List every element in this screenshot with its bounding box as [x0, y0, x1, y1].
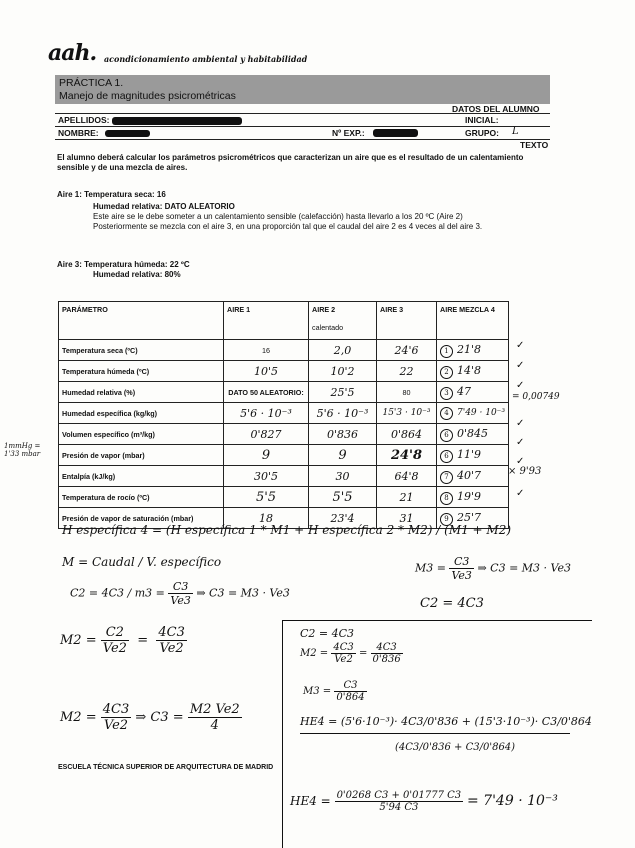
eq6-num2: 4C3	[158, 625, 185, 640]
eq3-num: C3	[168, 580, 192, 594]
cell-air3: 64'8	[377, 466, 437, 487]
side-note: 1mmHg = 1'33 mbar	[4, 442, 41, 458]
statement-intro: El alumno deberá calcular los parámetros psicrométricos que caracterizan un aire que es el resultado de un calentamiento sensible y de una mezcla de aires.	[57, 153, 524, 172]
check-mark: = 0,00749	[512, 392, 560, 402]
eq3-left: C2 = 4C3 / m3 =	[70, 586, 165, 600]
box-line4-den: (4C3/0'836 + C3/0'864)	[395, 742, 516, 753]
surname-label: APELLIDOS:	[58, 115, 110, 125]
eq6-fraction2	[156, 625, 187, 656]
calc-box-top	[282, 620, 592, 621]
air1-line1: Este aire se le debe someter a un calentamiento sensible (calefacción) hasta llevarlo a los 20 ºC (Aire 2)	[93, 212, 463, 221]
divider	[55, 126, 550, 127]
cell-air2: 2,0	[309, 340, 377, 361]
eq3-fraction	[168, 580, 192, 607]
eq3-den: Ve3	[170, 594, 191, 607]
row-number: 6	[440, 429, 453, 442]
cell-air1: 16	[224, 340, 309, 361]
initial-label: INICIAL:	[465, 115, 499, 125]
cell-air3: 80	[377, 382, 437, 403]
box-l2-num1: 4C3	[333, 642, 354, 653]
divider	[55, 113, 550, 114]
cell-param: Presión de vapor de saturación (mbar)	[59, 508, 224, 529]
cell-param: Temperatura húmeda (ºC)	[59, 361, 224, 382]
he4-label: HE4 =	[290, 794, 331, 808]
psychrometric-table	[58, 301, 509, 529]
cell-air2: 0'836	[309, 424, 377, 445]
cell-param: Humedad específica (kg/kg)	[59, 403, 224, 424]
cell-air3: 21	[377, 487, 437, 508]
box-l2-den1: Ve2	[334, 654, 353, 665]
cell-param: Temperatura seca (ºC)	[59, 340, 224, 361]
header-air3: AIRE 3	[377, 302, 437, 340]
eq7-right-fraction	[188, 702, 242, 733]
eq7-num: 4C3	[102, 702, 130, 717]
cell-air4-value: 19'9	[457, 489, 482, 503]
cell-air4-value: 40'7	[457, 468, 482, 482]
box-l5-result: = 7'49 · 10⁻³	[467, 793, 558, 809]
air1-humidity: Humedad relativa: DATO ALEATORIO	[93, 202, 235, 211]
cell-air2: 9	[309, 445, 377, 466]
cell-air4-value: 47	[457, 384, 471, 398]
table-row	[59, 382, 509, 403]
box-l2-den2: 0'836	[372, 654, 401, 665]
cell-air4	[437, 361, 509, 382]
row-number: 9	[440, 513, 453, 526]
eq6-num1: C2	[101, 625, 129, 641]
cell-air1: 9	[224, 445, 309, 466]
note-eq1: H específica 4 = (H específica 1 * M1 + H específica 2 * M2) / (M1 + M2)	[62, 523, 512, 537]
box-l2-left: M2 =	[300, 648, 329, 659]
cell-air4-value: 25'7	[457, 510, 482, 524]
air1-title: Aire 1: Temperatura seca: 16	[57, 190, 166, 199]
row-number: 3	[440, 387, 453, 400]
check-mark: ✓	[516, 488, 525, 499]
header-param: PARÁMETRO	[59, 302, 224, 340]
air3-humidity: Humedad relativa: 80%	[93, 270, 181, 279]
note-eq4	[415, 555, 571, 582]
logo-subtitle: acondicionamiento ambiental y habitabilidad	[104, 54, 308, 64]
cell-air4-value: 11'9	[457, 447, 482, 461]
cell-air4-value: 7'49 · 10⁻³	[457, 407, 506, 418]
header-air1: AIRE 1	[224, 302, 309, 340]
table-row	[59, 361, 509, 382]
cell-air2: 10'2	[309, 361, 377, 382]
table-row	[59, 403, 509, 424]
table-row	[59, 466, 509, 487]
text-label: TEXTO	[520, 140, 549, 150]
box-l3-left: M3 =	[303, 686, 332, 697]
eq4-right: ⇒ C3 = M3 · Ve3	[477, 561, 571, 575]
check-mark: ✓	[516, 456, 525, 467]
row-number: 7	[440, 471, 453, 484]
header-air2-sub: calentado	[312, 323, 344, 332]
surname-redacted	[112, 117, 242, 125]
row-number: 6	[440, 450, 453, 463]
cell-air4	[437, 340, 509, 361]
table-row	[59, 445, 509, 466]
note-eq2: M = Caudal / V. específico	[62, 555, 222, 569]
eq7-fraction	[101, 702, 132, 733]
row-number: 1	[440, 345, 453, 358]
table-header-row	[59, 302, 509, 340]
cell-air1: 5'6 · 10⁻³	[224, 403, 309, 424]
cell-air2: 5'5	[309, 487, 377, 508]
eq7-right: ⇒ C3 =	[135, 710, 184, 725]
air1-line2: Posteriormente se mezcla con el aire 3, en una proporción tal que el caudal del aire 2 es 4 veces al del aire 3.	[93, 222, 483, 231]
eq7-left: M2 =	[60, 710, 97, 725]
name-label: NOMBRE:	[58, 128, 99, 138]
group-label: GRUPO:	[465, 128, 499, 138]
cell-air2: 5'6 · 10⁻³	[309, 403, 377, 424]
eq7-rnum: M2 Ve2	[189, 702, 240, 717]
eq4-den: Ve3	[451, 569, 472, 582]
cell-air1: 5'5	[224, 487, 309, 508]
eq4-left: M3 =	[415, 561, 446, 575]
note-eq3	[70, 580, 290, 607]
group-value: L	[512, 126, 519, 137]
check-mark: ✓	[516, 340, 525, 351]
cell-air3: 15'3 · 10⁻³	[377, 403, 437, 424]
header-air2-title: AIRE 2	[312, 305, 336, 314]
cell-air1: 30'5	[224, 466, 309, 487]
eq6-fraction1	[101, 625, 129, 656]
cell-air2: 30	[309, 466, 377, 487]
table-row	[59, 340, 509, 361]
cell-air4-value: 21'8	[457, 342, 482, 356]
eq6-den2: Ve2	[159, 641, 184, 656]
equals-sign: =	[358, 648, 368, 659]
calc-box-left	[282, 620, 283, 848]
box-line1: C2 = 4C3	[300, 627, 355, 640]
cell-air1: 18	[224, 508, 309, 529]
row-number: 8	[440, 492, 453, 505]
box-l3-num: C3	[334, 680, 366, 692]
cell-air3: 22	[377, 361, 437, 382]
cell-air3: 24'6	[377, 340, 437, 361]
table-row	[59, 487, 509, 508]
eq6-den1: Ve2	[102, 641, 127, 656]
check-mark: ✓	[516, 360, 525, 371]
practice-banner	[55, 75, 550, 104]
cell-air4-value: 0'845	[457, 426, 489, 440]
box-l5-num: 0'0268 C3 + 0'01777 C3	[336, 790, 462, 801]
check-mark: ✓	[516, 380, 525, 391]
eq7-rden: 4	[210, 718, 219, 733]
cell-air2: 23'4	[309, 508, 377, 529]
row-number: 4	[440, 407, 453, 420]
cell-air4	[437, 424, 509, 445]
cell-param: Temperatura de rocío (ºC)	[59, 487, 224, 508]
practice-title: PRÁCTICA 1.	[59, 77, 124, 89]
note-eq6	[60, 625, 187, 656]
exp-redacted	[373, 129, 418, 137]
cell-air1: 0'827	[224, 424, 309, 445]
box-l5-den: 5'94 C3	[379, 802, 419, 813]
eq4-fraction	[449, 555, 473, 582]
cell-air4	[437, 445, 509, 466]
box-line4: HE4 = (5'6·10⁻³)· 4C3/0'836 + (15'3·10⁻³)· C3/0'864	[300, 715, 592, 728]
cell-air1: DATO 50 ALEATORIO:	[224, 382, 309, 403]
eq6-left: M2 =	[60, 633, 97, 648]
eq4-num: C3	[449, 555, 473, 569]
cell-air3: 24'8	[377, 445, 437, 466]
row-number: 2	[440, 366, 453, 379]
box-l3-fraction	[334, 680, 366, 703]
box-l2-fraction2	[371, 642, 403, 665]
box-l5-fraction	[335, 790, 464, 813]
check-mark: ✓	[516, 437, 525, 448]
practice-subtitle: Manejo de magnitudes psicrométricas	[59, 90, 236, 102]
cell-air4	[437, 403, 509, 424]
cell-param: Volumen específico (m³/kg)	[59, 424, 224, 445]
check-mark: × 9'93	[508, 466, 542, 477]
divider	[55, 139, 550, 140]
eq7-den: Ve2	[103, 718, 129, 733]
box-l2-fraction1	[331, 642, 355, 665]
check-mark: ✓	[516, 418, 525, 429]
note-eq5: C2 = 4C3	[420, 596, 484, 611]
box-l3-den: 0'864	[336, 692, 365, 703]
cell-param: Entalpía (kJ/kg)	[59, 466, 224, 487]
logo: aah.	[48, 40, 97, 66]
exp-label: Nº EXP.:	[332, 128, 365, 138]
table-row	[59, 424, 509, 445]
cell-air4-value: 14'8	[457, 363, 482, 377]
note-eq7	[60, 702, 242, 733]
header-air4: AIRE MEZCLA 4	[437, 302, 509, 340]
header-air2	[309, 302, 377, 340]
cell-air3: 0'864	[377, 424, 437, 445]
box-l2-num2: 4C3	[371, 642, 403, 654]
cell-air1: 10'5	[224, 361, 309, 382]
cell-param: Humedad relativa (%)	[59, 382, 224, 403]
school-footer: ESCUELA TÉCNICA SUPERIOR DE ARQUITECTURA DE MADRID	[58, 764, 274, 771]
cell-param: Presión de vapor (mbar)	[59, 445, 224, 466]
cell-air3: 31	[377, 508, 437, 529]
cell-air4	[437, 487, 509, 508]
fraction-bar	[300, 733, 570, 734]
box-line3	[303, 680, 367, 703]
air3-title: Aire 3: Temperatura húmeda: 22 ºC	[57, 260, 190, 269]
equals-sign: =	[133, 633, 153, 648]
student-section-label: DATOS DEL ALUMNO	[452, 104, 540, 114]
name-redacted	[105, 130, 150, 137]
cell-air2: 25'5	[309, 382, 377, 403]
cell-air4	[437, 466, 509, 487]
box-line5	[290, 790, 558, 813]
box-line2	[300, 642, 403, 665]
eq3-right: ⇒ C3 = M3 · Ve3	[196, 586, 290, 600]
cell-air4	[437, 382, 509, 403]
